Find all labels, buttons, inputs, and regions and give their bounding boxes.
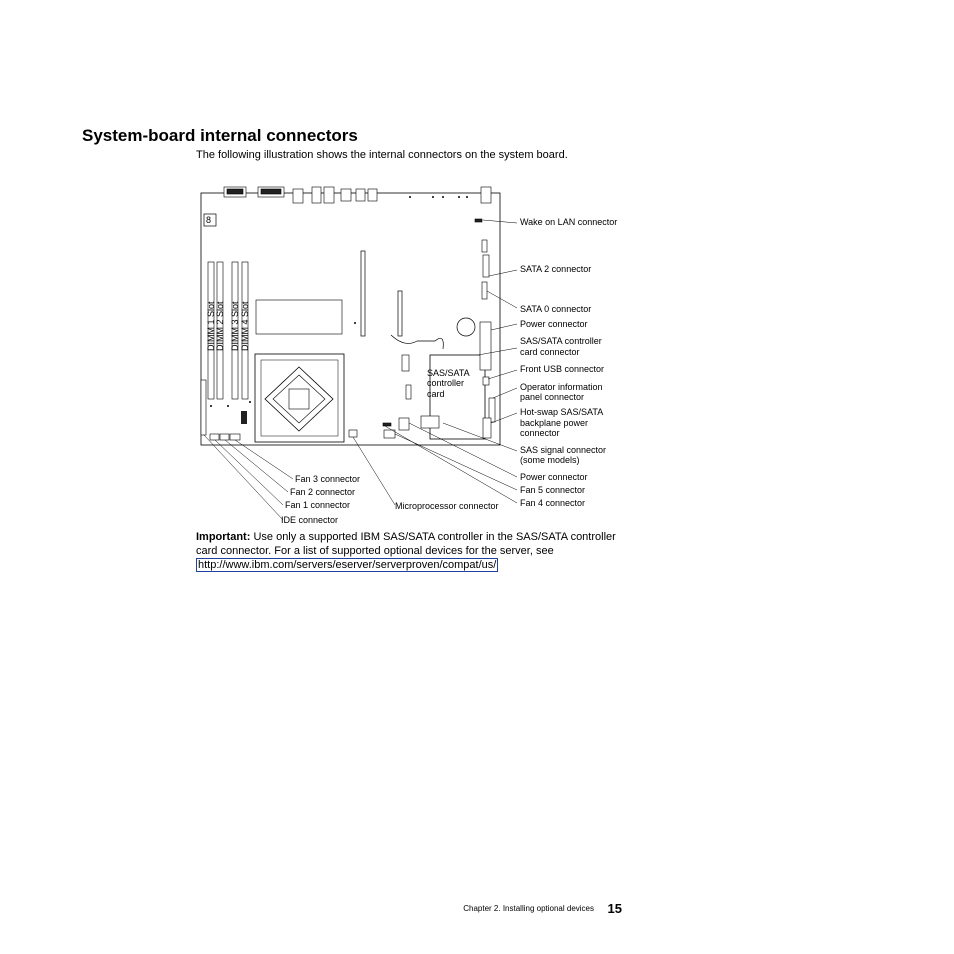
card-label: SAS/SATA controller card bbox=[427, 368, 470, 399]
serverproven-link[interactable]: http://www.ibm.com/servers/eserver/serverproven/compat/us/ bbox=[198, 559, 497, 571]
callout-sas-signal: SAS signal connector (some models) bbox=[520, 445, 607, 465]
riser-slot bbox=[398, 291, 402, 336]
dimm-3-label: DIMM 3 Slot bbox=[230, 301, 240, 351]
ide-connector bbox=[201, 380, 206, 435]
callout-operator-panel: Operator information panel connector bbox=[520, 382, 603, 402]
callout-fan-1: Fan 1 connector bbox=[285, 500, 351, 510]
callout-sas-sata-controller-card-connector: SAS/SATA controller card connector bbox=[520, 336, 602, 357]
callout-sata-2: SATA 2 connector bbox=[520, 264, 592, 274]
page-footer bbox=[420, 901, 630, 917]
important-label: Important: bbox=[196, 531, 251, 543]
small-chip bbox=[241, 411, 247, 424]
callout-fan-2: Fan 2 connector bbox=[290, 487, 356, 497]
callout-ide: IDE connector bbox=[281, 515, 339, 525]
callout-fan-3: Fan 3 connector bbox=[295, 474, 361, 484]
callout-microprocessor: Microprocessor connector bbox=[395, 501, 499, 511]
footer-chapter: Chapter 2. Installing optional devices bbox=[463, 904, 594, 913]
fan-connectors-left bbox=[210, 434, 240, 440]
important-text: Use only a supported IBM SAS/SATA controller in the SAS/SATA controller card connector. For a list of supported optional devices for the server, see bbox=[196, 531, 616, 557]
bottom-callouts bbox=[281, 474, 499, 525]
callout-hot-swap-backplane-power: Hot-swap SAS/SATA backplane power connector bbox=[520, 407, 603, 438]
callout-power-connector-top: Power connector bbox=[520, 319, 588, 329]
dimm-4-label: DIMM 4 Slot bbox=[240, 301, 250, 351]
callout-fan-5: Fan 5 connector bbox=[520, 485, 586, 495]
microprocessor-socket bbox=[255, 354, 344, 442]
important-note bbox=[196, 530, 636, 572]
intro-paragraph: The following illustration shows the internal connectors on the system board. bbox=[196, 149, 568, 161]
page-number: 15 bbox=[607, 901, 622, 916]
system-board-illustration bbox=[195, 183, 635, 533]
chipset-area bbox=[256, 300, 342, 334]
callout-wake-on-lan: Wake on LAN connector bbox=[520, 217, 618, 227]
battery bbox=[457, 318, 475, 336]
dimm-2-label: DIMM 2 Slot bbox=[215, 301, 225, 351]
callout-fan-4: Fan 4 connector bbox=[520, 498, 586, 508]
section-heading: System-board internal connectors bbox=[82, 126, 358, 145]
callout-sata-0: SATA 0 connector bbox=[520, 304, 592, 314]
callout-power-connector-bottom: Power connector bbox=[520, 472, 588, 482]
right-callouts bbox=[520, 217, 617, 508]
board-label: 8 bbox=[206, 215, 212, 225]
callout-front-usb: Front USB connector bbox=[520, 364, 605, 374]
pci-slot bbox=[361, 251, 365, 336]
dimm-1-label: DIMM 1 Slot bbox=[206, 301, 216, 351]
system-board-diagram bbox=[195, 183, 635, 533]
